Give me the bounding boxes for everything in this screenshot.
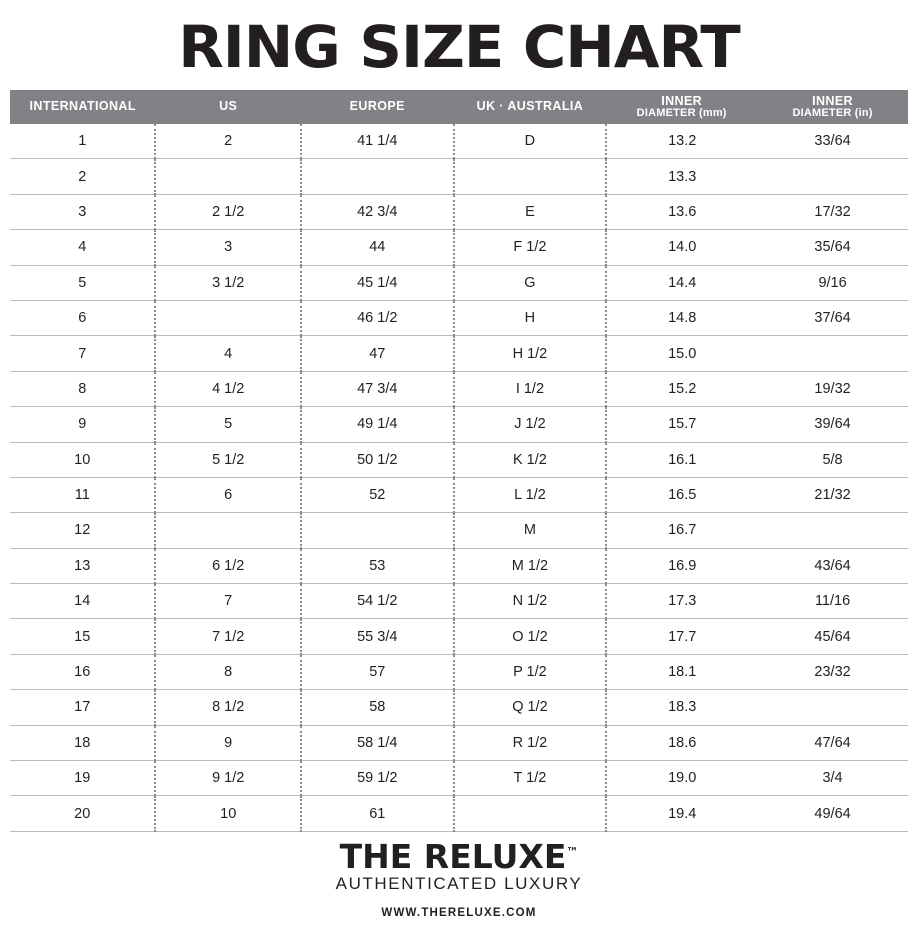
cell-us: 2 [155,124,300,159]
cell-us: 7 [155,584,300,619]
table-row [10,477,908,512]
table-row [10,230,908,265]
cell-uk-australia: J 1/2 [454,407,607,442]
cell-europe: 47 [301,336,454,371]
cell-international: 14 [10,584,155,619]
table-row [10,654,908,689]
cell-international: 3 [10,194,155,229]
cell-uk-australia: P 1/2 [454,654,607,689]
trademark-symbol: ™ [566,844,579,859]
table-header-row [10,90,908,124]
cell-inner-diameter-mm: 19.0 [606,761,757,796]
cell-inner-diameter-mm: 14.4 [606,265,757,300]
cell-us: 10 [155,796,300,831]
cell-inner-diameter-mm: 13.2 [606,124,757,159]
column-header-us [155,90,300,124]
cell-international: 12 [10,513,155,548]
cell-europe: 42 3/4 [301,194,454,229]
cell-inner-diameter-mm: 13.6 [606,194,757,229]
cell-uk-australia [454,796,607,831]
cell-us: 8 [155,654,300,689]
table-row [10,300,908,335]
cell-us [155,159,300,194]
cell-europe: 49 1/4 [301,407,454,442]
cell-international: 13 [10,548,155,583]
cell-international: 6 [10,300,155,335]
cell-uk-australia: Q 1/2 [454,690,607,725]
cell-international: 8 [10,371,155,406]
table-row [10,690,908,725]
table-row [10,159,908,194]
cell-inner-diameter-mm: 15.2 [606,371,757,406]
cell-inner-diameter-mm: 16.9 [606,548,757,583]
cell-europe: 50 1/2 [301,442,454,477]
cell-uk-australia: M 1/2 [454,548,607,583]
page-title: RING SIZE CHART [178,13,740,81]
cell-us: 6 [155,477,300,512]
cell-international: 20 [10,796,155,831]
brand-text: THE RELUXE [339,836,567,876]
cell-inner-diameter-in [757,513,908,548]
cell-inner-diameter-mm: 16.5 [606,477,757,512]
cell-europe: 58 1/4 [301,725,454,760]
table-row [10,548,908,583]
cell-us [155,513,300,548]
cell-inner-diameter-in: 5/8 [757,442,908,477]
column-header-uk-australia [454,90,607,124]
cell-inner-diameter-mm: 17.7 [606,619,757,654]
cell-inner-diameter-mm: 13.3 [606,159,757,194]
column-header-sublabel: DIAMETER (in) [792,106,873,119]
cell-us: 9 1/2 [155,761,300,796]
cell-inner-diameter-in [757,159,908,194]
cell-uk-australia: O 1/2 [454,619,607,654]
cell-international: 11 [10,477,155,512]
table-body [10,124,908,831]
ring-size-table [10,90,908,832]
cell-uk-australia: D [454,124,607,159]
cell-uk-australia: K 1/2 [454,442,607,477]
table-row [10,619,908,654]
cell-us: 4 [155,336,300,371]
cell-inner-diameter-mm: 15.0 [606,336,757,371]
cell-inner-diameter-in: 11/16 [757,584,908,619]
cell-us: 4 1/2 [155,371,300,406]
cell-uk-australia: I 1/2 [454,371,607,406]
table-row [10,513,908,548]
cell-inner-diameter-in: 35/64 [757,230,908,265]
cell-us: 5 [155,407,300,442]
column-header-international [10,90,155,124]
cell-international: 18 [10,725,155,760]
table-row [10,725,908,760]
cell-inner-diameter-in [757,690,908,725]
brand-tagline: AUTHENTICATED LUXURY [335,873,583,893]
table-row [10,265,908,300]
cell-inner-diameter-in: 33/64 [757,124,908,159]
table-row [10,194,908,229]
table-row [10,124,908,159]
cell-international: 17 [10,690,155,725]
cell-europe [301,513,454,548]
cell-europe: 54 1/2 [301,584,454,619]
cell-uk-australia: L 1/2 [454,477,607,512]
cell-inner-diameter-in: 9/16 [757,265,908,300]
cell-us: 3 1/2 [155,265,300,300]
cell-europe: 57 [301,654,454,689]
cell-uk-australia [454,159,607,194]
cell-inner-diameter-in: 3/4 [757,761,908,796]
cell-europe: 53 [301,548,454,583]
cell-international: 4 [10,230,155,265]
cell-uk-australia: G [454,265,607,300]
cell-inner-diameter-mm: 14.0 [606,230,757,265]
cell-international: 1 [10,124,155,159]
cell-inner-diameter-in: 43/64 [757,548,908,583]
cell-inner-diameter-in [757,336,908,371]
column-header-inner-diameter-in [757,90,908,124]
cell-us: 8 1/2 [155,690,300,725]
cell-inner-diameter-mm: 18.1 [606,654,757,689]
cell-us [155,300,300,335]
cell-inner-diameter-mm: 18.3 [606,690,757,725]
cell-europe: 44 [301,230,454,265]
cell-uk-australia: R 1/2 [454,725,607,760]
cell-inner-diameter-mm: 19.4 [606,796,757,831]
cell-inner-diameter-mm: 15.7 [606,407,757,442]
cell-international: 2 [10,159,155,194]
cell-europe: 55 3/4 [301,619,454,654]
cell-international: 5 [10,265,155,300]
cell-europe: 47 3/4 [301,371,454,406]
cell-international: 7 [10,336,155,371]
column-header-label: INNER [661,93,703,108]
cell-international: 16 [10,654,155,689]
cell-international: 19 [10,761,155,796]
cell-europe [301,159,454,194]
cell-inner-diameter-in: 49/64 [757,796,908,831]
column-header-inner-diameter-mm [606,90,757,124]
cell-inner-diameter-mm: 16.7 [606,513,757,548]
cell-uk-australia: H [454,300,607,335]
cell-europe: 46 1/2 [301,300,454,335]
cell-uk-australia: H 1/2 [454,336,607,371]
footer [10,832,908,929]
cell-inner-diameter-mm: 17.3 [606,584,757,619]
cell-inner-diameter-in: 21/32 [757,477,908,512]
table-row [10,584,908,619]
cell-international: 15 [10,619,155,654]
table-row [10,407,908,442]
cell-inner-diameter-in: 45/64 [757,619,908,654]
cell-uk-australia: T 1/2 [454,761,607,796]
website-url: WWW.THERELUXE.COM [381,906,537,919]
cell-uk-australia: N 1/2 [454,584,607,619]
column-header-label: INTERNATIONAL [29,99,136,114]
cell-us: 3 [155,230,300,265]
cell-europe: 41 1/4 [301,124,454,159]
cell-inner-diameter-in: 23/32 [757,654,908,689]
cell-inner-diameter-in: 17/32 [757,194,908,229]
cell-inner-diameter-in: 37/64 [757,300,908,335]
cell-europe: 45 1/4 [301,265,454,300]
cell-uk-australia: E [454,194,607,229]
cell-us: 2 1/2 [155,194,300,229]
table-row [10,371,908,406]
cell-europe: 52 [301,477,454,512]
cell-international: 9 [10,407,155,442]
cell-europe: 59 1/2 [301,761,454,796]
cell-us: 7 1/2 [155,619,300,654]
table-header [10,90,908,124]
column-header-sublabel: DIAMETER (mm) [636,106,727,119]
cell-inner-diameter-mm: 18.6 [606,725,757,760]
cell-inner-diameter-mm: 16.1 [606,442,757,477]
brand-name [339,836,579,876]
cell-us: 5 1/2 [155,442,300,477]
column-header-label: US [219,99,238,114]
cell-international: 10 [10,442,155,477]
column-header-europe [301,90,454,124]
cell-inner-diameter-mm: 14.8 [606,300,757,335]
table-row [10,336,908,371]
cell-us: 9 [155,725,300,760]
cell-europe: 61 [301,796,454,831]
cell-europe: 58 [301,690,454,725]
table-row [10,761,908,796]
column-header-label: INNER [812,93,853,108]
column-header-label: UK · AUSTRALIA [476,99,584,114]
cell-us: 6 1/2 [155,548,300,583]
cell-uk-australia: M [454,513,607,548]
cell-uk-australia: F 1/2 [454,230,607,265]
cell-inner-diameter-in: 39/64 [757,407,908,442]
table-row [10,796,908,831]
cell-inner-diameter-in: 19/32 [757,371,908,406]
table-row [10,442,908,477]
column-header-label: EUROPE [349,99,405,114]
cell-inner-diameter-in: 47/64 [757,725,908,760]
